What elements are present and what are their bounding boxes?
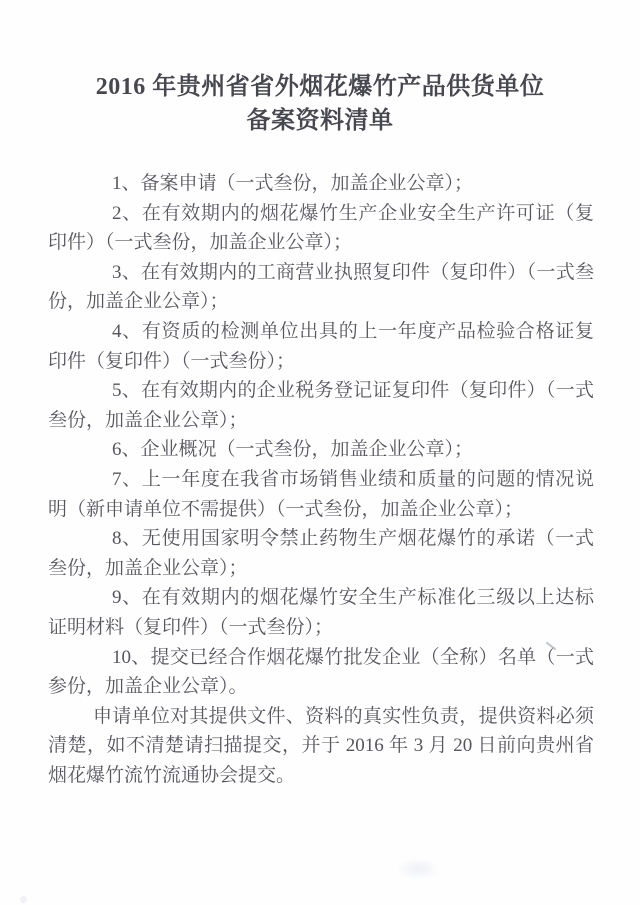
list-item-5: 5、在有效期内的企业税务登记证复印件（复印件）（一式叁份，加盖企业公章）； <box>48 380 594 431</box>
list-item-10: 10、提交已经合作烟花爆竹批发企业（全称）名单（一式参份，加盖企业公章）。 <box>48 646 594 698</box>
closing-paragraph: 申请单位对其提供文件、资料的真实性负责，提供资料必须清楚，如不清楚请扫描提交，并于 2016 年 3 月 20 日前向贵州省烟花爆竹流竹流通协会提交。 <box>48 705 594 786</box>
document-title-line-1: 2016 年贵州省省外烟花爆竹产品供货单位 <box>95 74 545 100</box>
list-item-4: 4、有资质的检测单位出具的上一年度产品检验合格证复印件（复印件）（一式叁份）； <box>48 320 594 372</box>
list-item-9: 9、在有效期内的烟花爆竹安全生产标准化三级以上达标证明材料（复印件）（一式叁份）； <box>48 587 594 638</box>
document-title-line-2: 备案资料清单 <box>246 108 394 134</box>
scan-artifact-smudge <box>396 858 440 880</box>
scan-artifact-dot <box>20 896 27 903</box>
list-item-7: 7、上一年度在我省市场销售业绩和质量的问题的情况说明（新申请单位不需提供）（一式叁份，加盖企业公章）； <box>48 468 594 520</box>
list-item-8: 8、无使用国家明令禁止药物生产烟花爆竹的承诺（一式叁份，加盖企业公章）； <box>48 528 594 579</box>
list-item-3: 3、在有效期内的工商营业执照复印件（复印件）（一式叁份，加盖企业公章）； <box>48 261 594 313</box>
list-item-1: 1、备案申请（一式叁份，加盖企业公章）； <box>112 173 474 194</box>
document-title <box>0 70 640 138</box>
document-body <box>48 169 594 790</box>
list-item-2: 2、在有效期内的烟花爆竹生产企业安全生产许可证（复印件）（一式叁份，加盖企业公章）； <box>48 202 594 254</box>
list-item-6: 6、企业概况（一式叁份，加盖企业公章）； <box>112 439 474 461</box>
